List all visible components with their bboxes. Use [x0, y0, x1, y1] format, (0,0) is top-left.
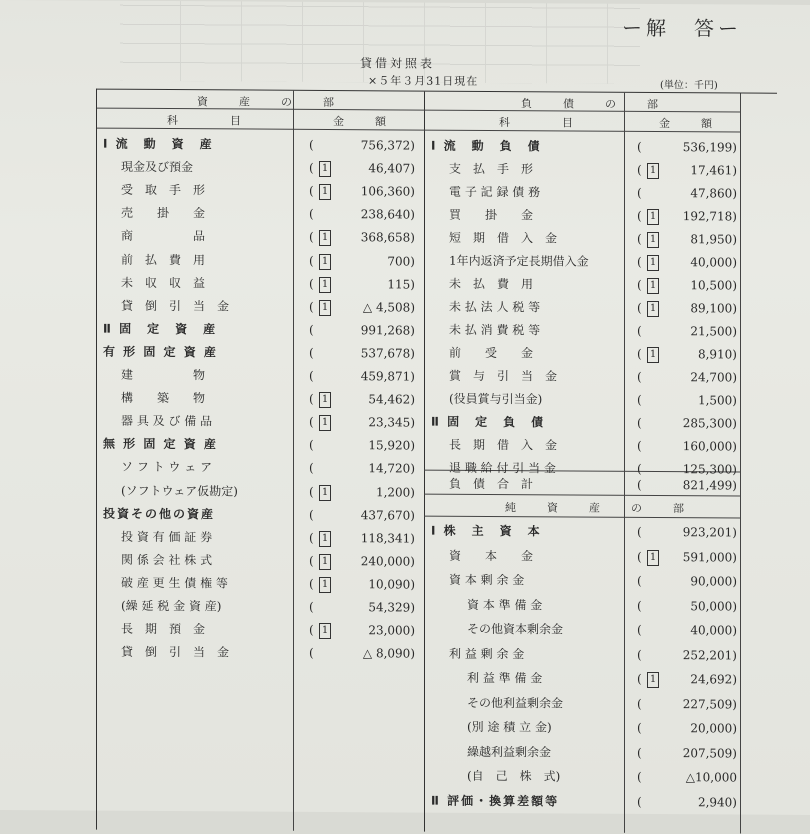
table-row	[97, 665, 741, 691]
open-paren: (	[637, 208, 642, 223]
table-row	[97, 567, 741, 593]
row-label: 器 具 及 び 備 品	[121, 413, 213, 429]
row-amount: 437,670)	[360, 507, 415, 523]
row-amount: 240,000)	[360, 554, 415, 569]
table-row	[97, 271, 741, 297]
open-paren: (	[309, 530, 314, 545]
row-label: Ⅰ 流 動 資 産	[103, 136, 214, 152]
row-label: 現金及び預金	[121, 159, 194, 175]
row-amount: 2,940)	[697, 794, 737, 810]
open-paren: (	[309, 276, 314, 291]
table-row	[97, 689, 741, 715]
table-row	[97, 471, 741, 497]
score-box: 1	[319, 253, 331, 269]
open-paren: (	[309, 230, 314, 245]
row-label: 長 期 借 入 金	[449, 437, 558, 453]
open-paren: (	[637, 162, 642, 177]
row-label: 破 産 更 生 債 権 等	[121, 575, 228, 591]
row-amount: 23,345)	[368, 415, 415, 430]
open-paren: (	[309, 461, 314, 476]
row-amount: 1,200)	[375, 484, 415, 500]
open-paren: (	[309, 438, 314, 453]
document-title: 貸借対照表	[360, 56, 436, 71]
table-row	[97, 591, 741, 617]
row-amount: 106,360)	[360, 184, 415, 199]
row-amount: 17,461)	[690, 163, 737, 178]
score-box: 1	[319, 484, 331, 500]
score-box: 1	[319, 277, 331, 293]
row-amount: 20,000)	[690, 721, 737, 736]
row-amount: △ 8,090)	[362, 646, 415, 661]
left-amount-header: 金 額	[333, 115, 396, 129]
row-label: 貸 倒 引 当 金	[121, 644, 230, 660]
row-label: 負 債 合 計	[449, 476, 534, 492]
table-row	[97, 133, 741, 159]
open-paren: (	[637, 647, 642, 662]
row-amount: 40,000)	[690, 255, 737, 270]
open-paren: (	[637, 696, 642, 711]
row-label: 利 益 剰 余 金	[449, 646, 525, 661]
row-amount: 1,500)	[697, 393, 737, 408]
score-box: 1	[319, 392, 331, 408]
row-amount: 81,950)	[690, 232, 737, 247]
row-label: 利 益 準 備 金	[467, 670, 543, 686]
row-amount: 285,300)	[682, 416, 737, 431]
open-paren: (	[309, 391, 314, 407]
open-paren: (	[637, 231, 642, 246]
assets-section-header: 資 産 の 部	[197, 95, 344, 110]
open-paren: (	[637, 598, 642, 613]
row-label: (ソフトウェア仮勘定)	[121, 483, 238, 498]
row-label: 繰越利益剰余金	[467, 744, 552, 759]
table-row	[97, 640, 741, 666]
table-row	[97, 542, 741, 568]
row-amount: 536,199)	[682, 140, 737, 155]
score-box: 1	[319, 623, 331, 639]
table-row	[97, 179, 741, 205]
row-amount: 537,678)	[360, 346, 415, 361]
unit-note: (単位：千円)	[660, 80, 718, 92]
row-label: (別 途 積 立 金)	[467, 719, 552, 735]
open-paren: (	[309, 299, 314, 314]
right-subject-header: 科 目	[499, 116, 583, 130]
row-amount: 227,509)	[682, 696, 737, 712]
open-paren: (	[637, 369, 642, 384]
open-paren: (	[637, 277, 642, 292]
row-label: Ⅰ 流 動 負 債	[431, 138, 542, 154]
header-rule-2	[97, 128, 741, 133]
row-label: 売 掛 金	[121, 206, 206, 221]
row-amount: 591,000)	[682, 549, 737, 565]
row-label: 受 取 手 形	[121, 182, 206, 198]
open-paren: (	[637, 573, 642, 588]
open-paren: (	[309, 484, 314, 499]
open-paren: (	[309, 207, 314, 222]
table-row	[97, 518, 741, 544]
open-paren: (	[637, 139, 642, 154]
table-row	[97, 294, 741, 320]
row-amount: 10,500)	[690, 278, 737, 293]
row-label: 退 職 給 付 引 当 金	[449, 460, 556, 476]
open-paren: (	[637, 524, 642, 539]
score-box: 1	[319, 554, 331, 570]
row-amount: 118,341)	[360, 530, 415, 546]
row-amount: 40,000)	[690, 623, 737, 638]
row-label: 支 払 手 形	[449, 161, 534, 177]
row-amount: 24,692)	[690, 672, 737, 687]
score-box: 1	[647, 163, 659, 179]
row-amount: 54,462)	[368, 392, 415, 407]
row-label: 構 築 物	[121, 390, 206, 406]
open-paren: (	[309, 622, 314, 638]
open-paren: (	[637, 794, 642, 809]
open-paren: (	[309, 160, 314, 176]
right-amount-header: 金 額	[659, 117, 722, 131]
row-label: 長 期 預 金	[121, 621, 206, 637]
row-amount: 8,910)	[697, 347, 737, 362]
open-paren: (	[309, 345, 314, 360]
row-amount: 54,329)	[368, 600, 415, 615]
row-label: ソ フ ト ウ ェ ア	[121, 460, 213, 475]
open-paren: (	[637, 185, 642, 200]
row-amount: 368,658)	[360, 230, 415, 245]
row-label: 電 子 記 録 債 務	[449, 184, 541, 200]
open-paren: (	[309, 576, 314, 591]
row-amount: 207,509)	[682, 745, 737, 761]
row-label: 資 本 準 備 金	[467, 597, 543, 612]
open-paren: (	[309, 184, 314, 199]
row-label: 賞 与 引 当 金	[449, 368, 558, 384]
score-box: 1	[647, 672, 659, 688]
row-label: その他利益剰余金	[467, 695, 564, 710]
table-row	[97, 432, 741, 458]
score-box: 1	[319, 161, 331, 177]
open-paren: (	[637, 415, 642, 430]
open-paren: (	[637, 720, 642, 735]
document-date: ×５年３月31日現在	[368, 74, 479, 88]
open-paren: (	[309, 137, 314, 152]
row-amount: 14,720)	[368, 461, 415, 476]
table-row	[97, 363, 741, 389]
score-box: 1	[647, 347, 659, 363]
row-label: (役員賞与引当金)	[449, 391, 543, 407]
row-label: 1年内返済予定長期借入金	[449, 253, 589, 269]
table-row	[97, 317, 741, 343]
row-label: Ⅱ 固 定 資 産	[103, 321, 218, 337]
open-paren: (	[637, 477, 642, 492]
open-paren: (	[637, 438, 642, 453]
row-amount: 21,500)	[690, 324, 737, 339]
score-box: 1	[319, 300, 331, 316]
row-amount: 160,000)	[682, 439, 737, 454]
row-amount: 46,407)	[368, 161, 415, 176]
row-label: 資 本 剰 余 金	[449, 572, 525, 588]
row-amount: 991,268)	[360, 323, 415, 338]
row-label: Ⅰ 株 主 資 本	[431, 523, 542, 539]
open-paren: (	[637, 254, 642, 269]
row-label: 投資その他の資産	[103, 506, 216, 521]
row-label: 貸 倒 引 当 金	[121, 298, 230, 314]
row-label: 未 払 費 用	[449, 276, 534, 292]
table-row	[97, 225, 741, 251]
row-amount: 238,640)	[360, 207, 415, 222]
row-label: その他資本剰余金	[467, 621, 564, 637]
open-paren: (	[637, 300, 642, 315]
liabilities-section-header: 負 債 の 部	[521, 97, 668, 112]
row-label: 前 払 費 用	[121, 252, 206, 267]
table-row	[97, 787, 741, 813]
open-paren: (	[637, 392, 642, 407]
row-amount: 90,000)	[690, 574, 737, 589]
row-label: 前 受 金	[449, 345, 534, 361]
score-box: 1	[647, 278, 659, 294]
open-paren: (	[309, 599, 314, 614]
row-amount: 10,090)	[368, 577, 415, 592]
row-amount: 923,201)	[682, 525, 737, 540]
row-amount: 15,920)	[368, 438, 415, 453]
row-label: 商 品	[121, 229, 206, 244]
open-paren: (	[309, 507, 314, 522]
row-amount: 821,499)	[682, 478, 737, 493]
table-row	[97, 248, 741, 274]
table-row	[97, 738, 741, 764]
score-box: 1	[647, 232, 659, 248]
table-row	[97, 714, 741, 740]
open-paren: (	[309, 253, 314, 268]
row-amount: △ 4,508)	[362, 299, 415, 315]
row-label: (繰 延 税 金 資 産)	[121, 598, 222, 614]
row-label: 関 係 会 社 株 式	[121, 552, 213, 568]
open-paren: (	[309, 368, 314, 383]
open-paren: (	[637, 769, 642, 784]
score-box: 1	[647, 255, 659, 271]
row-label: Ⅱ 固 定 負 債	[431, 414, 546, 430]
score-box: 1	[319, 415, 331, 431]
open-paren: (	[309, 322, 314, 337]
row-label: (自 己 株 式)	[467, 768, 561, 784]
score-box: 1	[319, 184, 331, 200]
table-row	[97, 763, 741, 789]
row-amount: 115)	[387, 276, 415, 292]
table-row	[97, 409, 741, 435]
table-row	[97, 156, 741, 182]
row-label: 有 形 固 定 資 産	[103, 344, 218, 360]
open-paren: (	[309, 553, 314, 568]
row-label: 未 払 消 費 税 等	[449, 322, 541, 338]
score-box: 1	[647, 549, 659, 565]
row-label: 買 掛 金	[449, 207, 534, 223]
open-paren: (	[637, 622, 642, 637]
score-box: 1	[647, 301, 659, 317]
row-label: 短 期 借 入 金	[449, 230, 558, 246]
row-label: 資 本 金	[449, 548, 534, 563]
row-label: 未 収 収 益	[121, 275, 206, 290]
table-row	[97, 386, 741, 412]
answer-heading: ー解 答ー	[622, 15, 742, 41]
row-amount: 756,372)	[360, 138, 415, 153]
row-amount: 50,000)	[690, 598, 737, 614]
table-row	[97, 202, 741, 228]
row-amount: 252,201)	[682, 647, 737, 663]
score-box: 1	[647, 209, 659, 225]
row-amount: 23,000)	[368, 623, 415, 638]
table-row	[97, 340, 741, 366]
open-paren: (	[309, 415, 314, 430]
open-paren: (	[637, 461, 642, 476]
equity-section-header: 純 資 産 の 部	[505, 501, 694, 516]
score-box: 1	[319, 531, 331, 547]
score-box: 1	[319, 230, 331, 246]
open-paren: (	[637, 745, 642, 760]
row-label: Ⅱ 評価・換算差額等	[431, 793, 560, 808]
row-amount: 125,300)	[682, 462, 737, 477]
score-box: 1	[319, 577, 331, 593]
row-amount: △10,000	[685, 770, 737, 785]
open-paren: (	[309, 646, 314, 661]
row-amount: 47,860)	[690, 186, 737, 201]
row-amount: 700)	[387, 253, 415, 269]
table-row	[97, 616, 741, 642]
row-label: 無 形 固 定 資 産	[103, 436, 218, 452]
open-paren: (	[637, 671, 642, 686]
row-label: 未 払 法 人 税 等	[449, 299, 541, 315]
row-amount: 192,718)	[682, 209, 737, 224]
row-amount: 24,700)	[690, 370, 737, 385]
row-label: 建 物	[121, 367, 206, 383]
row-amount: 89,100)	[690, 301, 737, 316]
balance-sheet-table	[96, 89, 777, 834]
open-paren: (	[637, 346, 642, 361]
row-label: 投 資 有 価 証 券	[121, 529, 213, 544]
left-subject-header: 科 目	[167, 114, 251, 128]
open-paren: (	[637, 323, 642, 338]
open-paren: (	[637, 549, 642, 564]
row-amount: 459,871)	[360, 369, 415, 384]
